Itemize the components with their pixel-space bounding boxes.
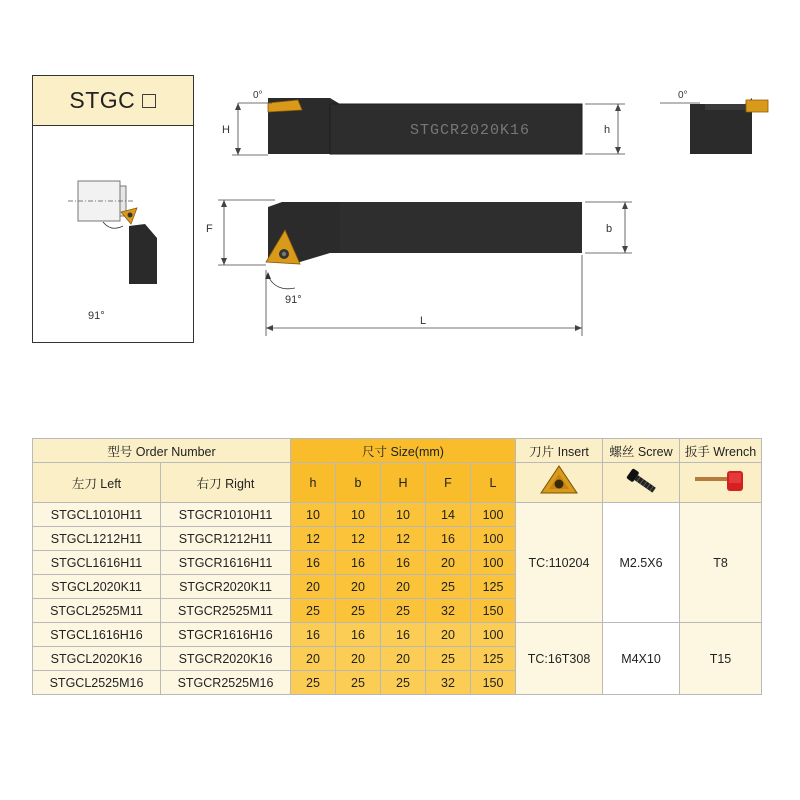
value-H: 25 bbox=[381, 671, 426, 695]
wrench-group-2: T15 bbox=[680, 623, 762, 695]
value-F: 16 bbox=[426, 527, 471, 551]
spec-table bbox=[32, 438, 762, 695]
holder-end-view bbox=[690, 98, 768, 154]
value-b: 16 bbox=[336, 551, 381, 575]
dim-L-label: L bbox=[420, 315, 427, 327]
value-L: 100 bbox=[471, 623, 516, 647]
value-F: 20 bbox=[426, 623, 471, 647]
value-F: 25 bbox=[426, 647, 471, 671]
value-F: 20 bbox=[426, 551, 471, 575]
value-L: 100 bbox=[471, 527, 516, 551]
dim-h-label: h bbox=[604, 124, 611, 136]
value-H: 10 bbox=[381, 503, 426, 527]
angle-zero-left: 0° bbox=[253, 90, 263, 101]
header-wrench: 扳手 Wrench bbox=[680, 439, 762, 463]
right-model: STGCR1212H11 bbox=[161, 527, 291, 551]
left-model: STGCL1010H11 bbox=[33, 503, 161, 527]
value-F: 32 bbox=[426, 671, 471, 695]
value-b: 25 bbox=[336, 599, 381, 623]
insert-group-2: TC:16T308 bbox=[516, 623, 603, 695]
left-model: STGCL2525M16 bbox=[33, 671, 161, 695]
value-h: 25 bbox=[291, 671, 336, 695]
header-F: F bbox=[426, 463, 471, 503]
right-model: STGCR1616H11 bbox=[161, 551, 291, 575]
value-H: 25 bbox=[381, 599, 426, 623]
wrench-group-1: T8 bbox=[680, 503, 762, 623]
header-right: 右刀 Right bbox=[161, 463, 291, 503]
right-model: STGCR2525M16 bbox=[161, 671, 291, 695]
wrench-icon bbox=[691, 463, 751, 499]
left-model: STGCL2020K11 bbox=[33, 575, 161, 599]
value-h: 16 bbox=[291, 551, 336, 575]
angle-91-small: 91° bbox=[88, 310, 105, 322]
header-size: 尺寸 Size(mm) bbox=[291, 439, 516, 463]
header-screw: 螺丝 Screw bbox=[603, 439, 680, 463]
value-h: 10 bbox=[291, 503, 336, 527]
right-model: STGCR2020K16 bbox=[161, 647, 291, 671]
dim-H-label: H bbox=[222, 124, 230, 136]
value-h: 25 bbox=[291, 599, 336, 623]
left-model: STGCL1616H11 bbox=[33, 551, 161, 575]
value-b: 20 bbox=[336, 575, 381, 599]
screw-group-1: M2.5X6 bbox=[603, 503, 680, 623]
header-order-number: 型号 Order Number bbox=[33, 439, 291, 463]
value-F: 32 bbox=[426, 599, 471, 623]
holder-side-view bbox=[268, 98, 582, 154]
value-H: 20 bbox=[381, 575, 426, 599]
table-header-row-2 bbox=[33, 463, 762, 503]
dim-b-label: b bbox=[606, 223, 613, 235]
header-b: b bbox=[336, 463, 381, 503]
series-label: STGC □ bbox=[33, 76, 193, 126]
insert-icon bbox=[537, 463, 581, 499]
value-L: 150 bbox=[471, 671, 516, 695]
header-h: h bbox=[291, 463, 336, 503]
value-H: 16 bbox=[381, 623, 426, 647]
value-L: 150 bbox=[471, 599, 516, 623]
value-F: 25 bbox=[426, 575, 471, 599]
value-L: 125 bbox=[471, 647, 516, 671]
header-left: 左刀 Left bbox=[33, 463, 161, 503]
screw-icon bbox=[619, 463, 663, 499]
holder-engraving: STGCR2020K16 bbox=[409, 122, 531, 139]
value-h: 20 bbox=[291, 647, 336, 671]
value-h: 20 bbox=[291, 575, 336, 599]
wrench-image bbox=[680, 463, 762, 503]
right-model: STGCR2020K11 bbox=[161, 575, 291, 599]
value-L: 125 bbox=[471, 575, 516, 599]
value-b: 10 bbox=[336, 503, 381, 527]
value-H: 16 bbox=[381, 551, 426, 575]
table-row bbox=[33, 503, 762, 527]
value-F: 14 bbox=[426, 503, 471, 527]
right-model: STGCR1616H16 bbox=[161, 623, 291, 647]
table-header-row-1 bbox=[33, 439, 762, 463]
holder-plan-view bbox=[266, 202, 582, 264]
value-L: 100 bbox=[471, 503, 516, 527]
value-H: 12 bbox=[381, 527, 426, 551]
value-b: 16 bbox=[336, 623, 381, 647]
value-L: 100 bbox=[471, 551, 516, 575]
left-model: STGCL2525M11 bbox=[33, 599, 161, 623]
header-L: L bbox=[471, 463, 516, 503]
value-b: 20 bbox=[336, 647, 381, 671]
value-b: 25 bbox=[336, 671, 381, 695]
header-insert: 刀片 Insert bbox=[516, 439, 603, 463]
angle-zero-right: 0° bbox=[678, 90, 688, 101]
screw-group-2: M4X10 bbox=[603, 623, 680, 695]
left-model: STGCL2020K16 bbox=[33, 647, 161, 671]
value-h: 12 bbox=[291, 527, 336, 551]
left-model: STGCL1212H11 bbox=[33, 527, 161, 551]
value-h: 16 bbox=[291, 623, 336, 647]
angle-91-main: 91° bbox=[285, 294, 302, 306]
right-model: STGCR1010H11 bbox=[161, 503, 291, 527]
table-row bbox=[33, 623, 762, 647]
screw-image bbox=[603, 463, 680, 503]
header-H: H bbox=[381, 463, 426, 503]
value-H: 20 bbox=[381, 647, 426, 671]
dim-F-label: F bbox=[206, 223, 213, 235]
right-model: STGCR2525M11 bbox=[161, 599, 291, 623]
left-model: STGCL1616H16 bbox=[33, 623, 161, 647]
insert-group-1: TC:110204 bbox=[516, 503, 603, 623]
value-b: 12 bbox=[336, 527, 381, 551]
insert-image bbox=[516, 463, 603, 503]
